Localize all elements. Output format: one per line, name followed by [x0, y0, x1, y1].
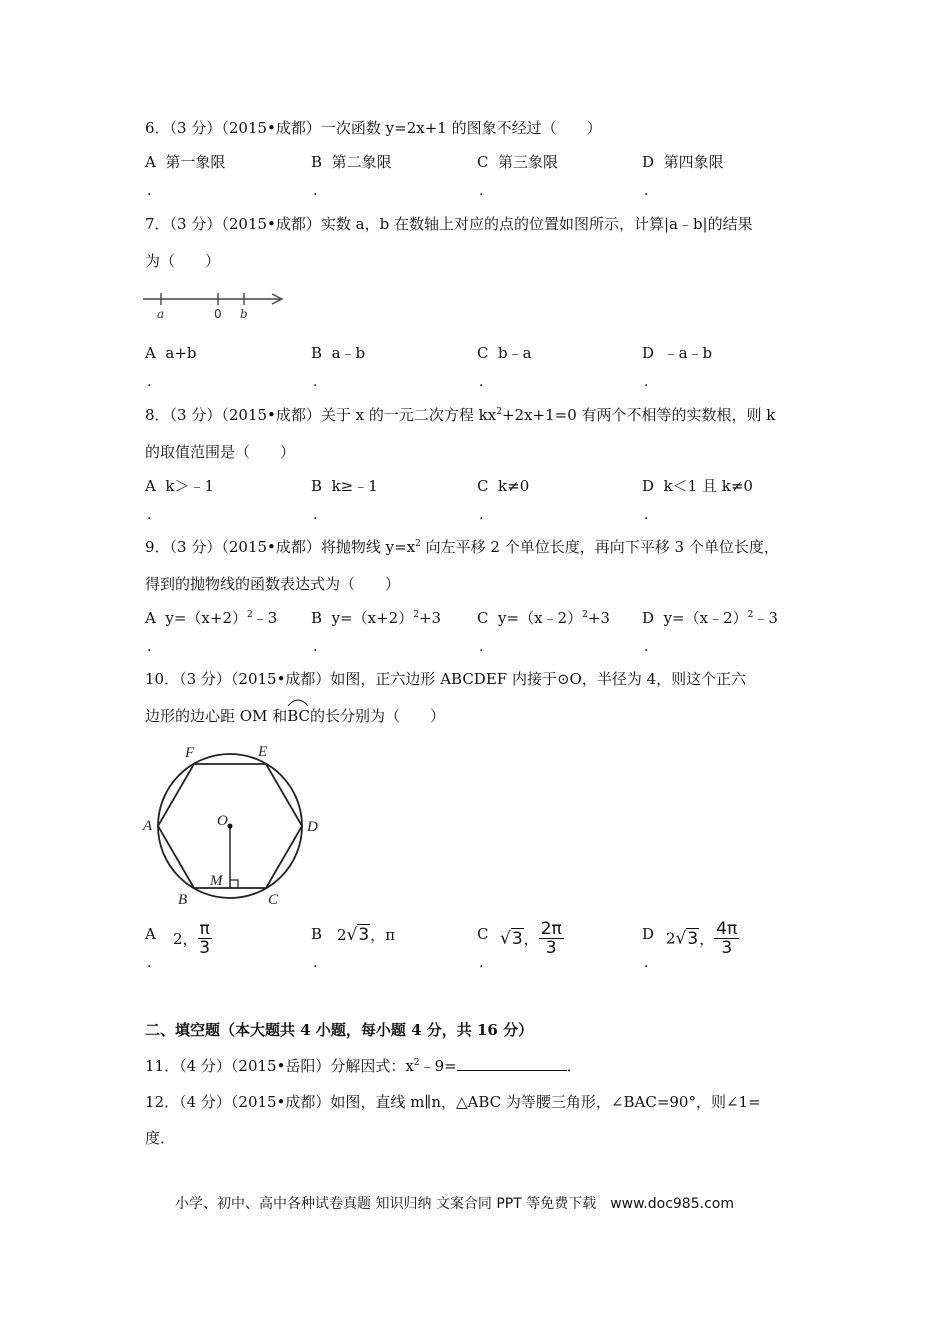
square-root: √3: [675, 928, 699, 949]
vertex-label-b: B: [178, 892, 188, 908]
option-dot: .: [479, 639, 484, 655]
foot-label-m: M: [210, 873, 223, 889]
option-dot: .: [644, 955, 649, 971]
fraction: $\frac{\pi}{3}$: [199, 919, 211, 958]
q8-option-a: A k＞﹣1: [145, 477, 215, 495]
vertex-label-f: F: [185, 745, 195, 761]
section-2-heading: 二、填空题（本大题共 4 小题，每小题 4 分，共 16 分）: [145, 1021, 534, 1039]
q10-option-d: 2√3， $\frac{4\pi}{3}$: [666, 919, 738, 958]
option-dot: .: [644, 639, 649, 655]
arc-mark-icon: [287, 697, 309, 707]
q7-option-b: B a﹣b: [311, 344, 366, 362]
q8-option-d: D k＜1 且 k≠0: [642, 477, 753, 495]
question-9-line-2: 得到的抛物线的函数表达式为（ ）: [145, 575, 401, 593]
q9-option-c: C y=（x﹣2）$^2$+3: [477, 609, 610, 627]
center-label-o: O: [217, 813, 228, 829]
fraction: $\frac{2\pi}{3}$: [540, 919, 562, 958]
option-dot: .: [147, 374, 152, 390]
question-12-line-2: 度．: [145, 1129, 176, 1147]
q9-option-a: A $y=(x+2)^2﹣3$: [145, 609, 278, 627]
q7-option-a: A a+b: [145, 344, 197, 362]
q10-option-a: 2， $\frac{\pi}{3}$: [173, 919, 211, 958]
answer-blank[interactable]: [457, 1055, 567, 1071]
label-b: b: [240, 307, 248, 321]
q10-option-c-letter: C: [477, 925, 489, 943]
q10-option-b: 2√3，π: [337, 925, 396, 945]
option-dot: .: [147, 183, 152, 199]
option-dot: .: [479, 183, 484, 199]
vertex-label-e: E: [258, 744, 268, 760]
option-dot: .: [479, 955, 484, 971]
option-dot: .: [644, 183, 649, 199]
q7-option-d: D ﹣a﹣b: [642, 344, 713, 362]
q10-option-c: √3， $\frac{2\pi}{3}$: [500, 919, 562, 958]
option-dot: .: [479, 374, 484, 390]
q6-option-c: C 第三象限: [477, 153, 559, 171]
question-8-line-1: 8．（3 分）（2015•成都）关于 x 的一元二次方程 $kx^2+2x+1=0$ 有两个不相等的实数根，则 k: [145, 406, 776, 424]
page-footer: 小学、初中、高中各种试卷真题 知识归纳 文案合同 PPT 等免费下载 www.doc985.com: [175, 1196, 734, 1212]
number-line-figure: [140, 287, 290, 323]
option-dot: .: [479, 507, 484, 523]
question-12-line-1: 12．（4 分）（2015•成都）如图，直线 m∥n，△ABC 为等腰三角形，∠BAC=90°，则∠1=: [145, 1093, 761, 1111]
question-8-line-2: 的取值范围是（ ）: [145, 443, 296, 461]
question-9-line-1: 9．（3 分）（2015•成都）将抛物线 $y=x^2$ 向左平移 2 个单位长度，再向下平移 3 个单位长度，: [145, 538, 779, 556]
option-dot: .: [313, 183, 318, 199]
option-dot: .: [147, 955, 152, 971]
q10-option-b-letter: B: [311, 925, 323, 943]
square-root: √3: [500, 928, 523, 949]
option-dot: .: [313, 507, 318, 523]
q7-option-c: C b﹣a: [477, 344, 532, 362]
q8-option-c: C k≠0: [477, 477, 530, 495]
question-10-line-1: 10．（3 分）（2015•成都）如图，正六边形 ABCDEF 内接于⊙O，半径为 4，则这个正六: [145, 670, 747, 688]
option-dot: .: [313, 955, 318, 971]
q6-option-a: A 第一象限: [145, 153, 226, 171]
label-zero: 0: [214, 307, 222, 321]
question-7-line-2: 为（ ）: [145, 252, 221, 270]
vertex-label-a: A: [143, 818, 153, 834]
q8-option-b: B k≥﹣1: [311, 477, 378, 495]
q9-option-d: D y=（x﹣2）$^2$﹣3: [642, 609, 778, 627]
option-dot: .: [147, 507, 152, 523]
option-dot: .: [147, 639, 152, 655]
q10-option-d-letter: D: [642, 925, 655, 943]
q6-option-d: D 第四象限: [642, 153, 724, 171]
arc-bc-notation: BC: [287, 705, 310, 727]
vertex-label-c: C: [268, 892, 279, 908]
option-dot: .: [313, 639, 318, 655]
q6-option-b: B 第二象限: [311, 153, 392, 171]
question-10-line-2: 边形的边心距 OM 和 BC的长分别为（ ）: [145, 705, 445, 727]
q9-option-b: B $y=(x+2)^2+3$: [311, 609, 442, 627]
question-11: 11．（4 分）（2015•岳阳）分解因式：$x^2﹣9=$ ．: [145, 1057, 582, 1075]
q10-option-a-letter: A: [145, 925, 156, 943]
option-dot: .: [644, 507, 649, 523]
square-root: √3: [346, 925, 370, 945]
label-a: a: [157, 307, 165, 321]
question-7-line-1: 7．（3 分）（2015•成都）实数 a，b 在数轴上对应的点的位置如图所示，计算|a﹣b|的结果: [145, 215, 753, 233]
question-6-stem: 6．（3 分）（2015•成都）一次函数 y=2x+1 的图象不经过（ ）: [145, 119, 602, 137]
hexagon-circle-figure: [140, 737, 330, 912]
option-dot: .: [644, 374, 649, 390]
vertex-label-d: D: [307, 819, 318, 835]
fraction: $\frac{4\pi}{3}$: [716, 919, 738, 958]
option-dot: .: [313, 374, 318, 390]
